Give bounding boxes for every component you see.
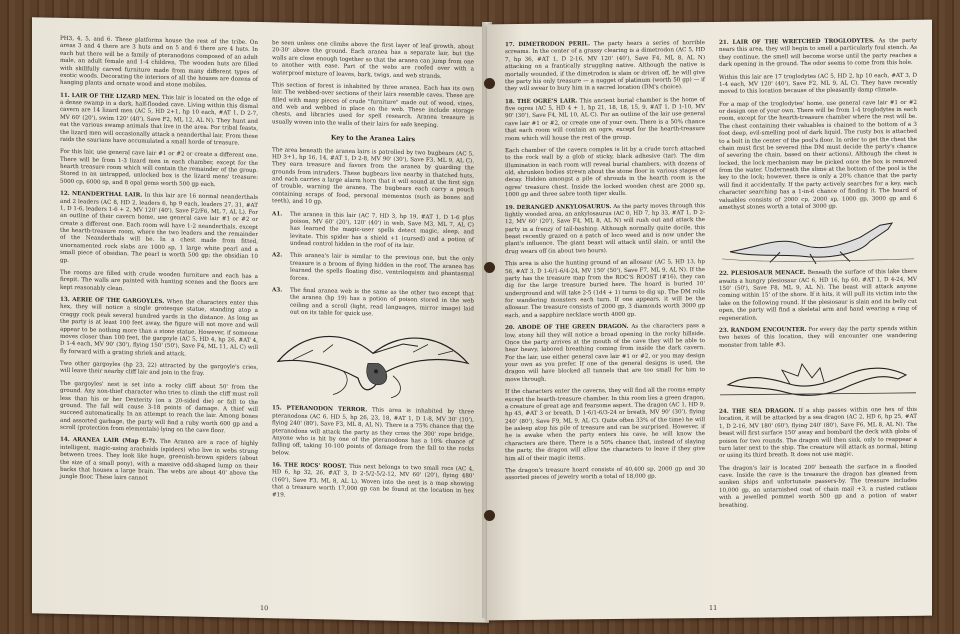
encounter-entry (60, 191, 258, 269)
encounter-entry (719, 407, 917, 461)
left-page-column-2 (272, 40, 474, 508)
aranea-key-entry (272, 287, 474, 321)
entry-text: In this lair are 16 normal neanderthals and 2 leaders (AC 8, HD 2, leaders 6, hp 9 each, leaders 27, 31, #AT 1, D 1-6, leaders 1-6 + 2, MV 120' (40'), Save F2/F6, ML 7, AL L). For an outline of their cavern home, use general cave lair #1 or #2 or create a different one. Each room will have 1-2 neanderthals, except the hearth-treasure room, where the two leaders and the remainder of the Neanderthals will be. In a chest made from fitted, unornamented rock slabs are 1000 sp, 1 large white pearl and a small piece of obsidian. The pearl is worth 500 gp; the obsidian 10 gp. (60, 192, 259, 264)
left-page-column-1 (60, 36, 258, 491)
encounter-entry (60, 381, 258, 437)
encounter-entry (719, 269, 917, 323)
pteranodon-illustration (273, 322, 473, 406)
entry-text: For this lair, use general cave lair #1 or #2 or create a different one. There will be from 1-3 lizard men in each chamber, except for the hearth treasure room which will contain the remainder of the group. Stored in an untrapped, unlocked box is the lizard mens' treasure: 5000 cp, 6000 sp, and 8 opal gems worth 500 gp each. (60, 149, 258, 188)
entry-title: THE OGRE'S LAIR. (517, 98, 578, 105)
entry-text: This lair is located on the edge of a dense swamp in a dark, half-flooded cave. Living within this dismal cavern are 14 lizard men (AC 5, HD 2+1, hp 10 each, #AT 1, D 2-7, MV 60' (20'), swim 120' (40'), Save F2, ML 12, AL N). They hunt and eat the various swamp animals that live in the area. For tribal feasts, the lizard men will occasionally attack a neanderthal lair. From these raids the saurians have accumulated a small horde of treasure. (60, 94, 259, 147)
entry-title: THE SEA DRAGON. (731, 408, 796, 415)
right-page-column-1 (505, 40, 705, 488)
entry-text: The dragon's treasure hoard consists of 40,400 sp, 2000 gp and 30 assorted pieces of jewelry worth a total of 18,000 gp. (505, 465, 705, 482)
key-text: The final aranea web is the same as the other two except that the aranea (hp 19) has a potion of poison stored in the web ceiling and a scroll (light, read languages, mirror image) laid out on its table for quick use. (290, 287, 474, 318)
entry-title: PTERANODON TERROR. (286, 405, 368, 414)
entry-number: 18. (505, 98, 515, 105)
entry-text: This area is also the hunting ground of an allosaur (AC 5, HD 13, hp 56, #AT 3, D 1-6/1-6/4-24, MV 150' (50'), Save F7, ML 9, AL N). If the party has the treasure map from the ROC'S ROOST (#16), they can dig for the large treasure buried here. The hoard is buried 10' underground and will take 2-5 (1d4 + 1) turns to dig up. The DM rolls for wandering monsters each turn. If one appears, it will be the allosaur. The treasure consists of 2000 gp, 3 diamonds worth 3000 gp each, and a sapphire necklace worth 4000 gp. (505, 259, 705, 319)
entry-text: The gargoyles' nest is set into a rocky cliff about 50' from the ground. Any non-thief character who tries to climb the cliff must roll less than his or her Dexterity (on a 20-sided die) or fall to the ground. The fall will cause 3-18 points of damage. A thief will succeed automatically. In an attempt to reach the lair. Among bones and assorted garbage, the party will find a ruby worth 600 gp and a scroll (protection from elementals) lying on the cave floor. (60, 380, 258, 435)
encounter-entry (505, 40, 705, 94)
entry-title: LAIR OF THE WRETCHED TROGLODYTES. (732, 38, 875, 46)
entry-text: This area is inhabited by three pteranodons (AC 6, HD 5, hp 26, 23, 18, #AT 1, D 1-8, MV 30' (10'), flying 240' (80'), Save F3, ML 8, AL N). There is a 75% chance that the pteranodons will attack the party as they cross the 300' rope bridge. Anyone who is hit by one of the pteranodons has a 10% chance of falling off, taking 10-100 points of damage from the fall to the rocks below. (272, 407, 475, 457)
encounter-entry (505, 387, 705, 463)
encounter-entry (719, 326, 917, 350)
encounter-entry (60, 361, 258, 380)
entry-text: As the party nears this area, they will begin to smell a particularly foul stench. As they continue, the smell will become worse until the party reaches a dark opening in the ground. The odor seems to come from this hole. (719, 37, 918, 69)
encounter-entry (719, 72, 917, 96)
encounter-entry (505, 203, 705, 257)
left-page (32, 17, 489, 623)
entry-title: DERANGED ANKYLOSAURUS. (516, 203, 612, 211)
entry-text: Within this lair are 17 troglodytes (AC 5, HD 2, hp 10 each, #AT 3, D 1-4 each, MV 120' (40'), Save F2, ML 9, AL C). They have recently moved to this location because of the pleasantly damp climate. (719, 72, 917, 96)
entry-text: Two other gargoyles (hp 23, 22) attracted by the gargoyle's cries, will leave their nearby cliff lair and join in the fray. (60, 360, 258, 378)
key-text: The aranea in this lair (AC 7, HD 3, hp 19, #AT 1, D 1-6 plus poison, MV 60' (20'), 120' (40') in web, Save M3, ML 7, AL C) has learned the magic-user spells detect magic, sleep, and levitate. This spider has a shield +1 (cursed) and a potion of undead control hidden in the roof of its lair. (290, 211, 474, 250)
entry-text: The rooms are filled with crude wooden furniture and each has a firepit. The walls are painted with hunting scenes and the floors are kept reasonably clean. (60, 269, 258, 292)
encounter-entry (719, 463, 917, 509)
aranea-key-entry (272, 253, 474, 287)
aranea-intro-1: be seen unless one climbs above the first layer of leaf growth, about 20-30' above the ground. Each aranea has a separate lair, but the walls are close enough together so that the aranea can jump from one to another with ease. Part of the webs are roofed over with a waterproof mixture of leaves, bark, twigs, and web strands. (272, 40, 474, 80)
entry-title: DIMETRODON PERIL. (518, 41, 591, 49)
entry-number: 20. (505, 325, 515, 332)
encounter-entry (505, 466, 705, 483)
entry-text: As the party moves through this lightly wooded area, an ankylosaurus (AC 0, HD 7, hp 33, #AT 1, D 2-12, MV 60' (20'), Save F4, ML 8, AL N) will rush out and attack the party in a frenzy of tail-bashing. Although normally quite docile, this beast recently grazed on a patch of loco weed and is now under the plant's influence. The giant beast will attack until slain, or until the drug wears off (in about two hours). (505, 202, 706, 255)
encounter-entry (60, 149, 258, 190)
entry-title: THE ROCS' ROOST. (284, 462, 347, 470)
key-label: A1. (272, 210, 283, 218)
right-page-number: 11 (709, 603, 718, 613)
entry-title: AERIE OF THE GARGOYLES. (72, 297, 165, 305)
right-page (487, 20, 932, 621)
entry-number: 15. (272, 405, 282, 412)
encounter-entry (505, 146, 705, 200)
left-page-number: 10 (260, 603, 269, 613)
encounter-entry (505, 97, 705, 143)
encounter-entry (719, 38, 917, 70)
entry-number: 12. (60, 190, 70, 198)
entry-text: If a ship passes within one hex of this location, it will be attacked by a sea dragon (AC 2, HD 6, hp 25, #AT 1, D 2-16, MV 180' (60'), flying 240' (80'), Save F6, ML 8, AL N). The beast will first surface 150' away and bombard the deck with globs of poison for two rounds. The dragon will then sink, only to reappear a turn later next to the ship. The creature will attack as normal, biting or using its third breath. It does not use magic. (719, 406, 918, 460)
encounter-entry (272, 406, 474, 462)
entry-text: Each chamber of the cavern complex is lit by a crude torch attached to the rock wall by a glob of sticky, black adhesive (tar). The dim illumination in each room will reveal burial chambers, with dozens of old, shrunken bodies strewn about the stone floor in various stages of decay. Hidden amongst a pile of shrouds in the hearth room is the ogres' treasure chest. Inside the locked wooden chest are 2000 sp, 1000 gp and three sabre tooth tiger skulls. (505, 145, 705, 199)
entry-text: If the characters enter the caverns, they will find all the rooms empty except the hearth-treasure chamber. In this room lies a green dragon, a creature of great age and fearsome aspect. The dragon (AC 1, HD 9, hp 45, #AT 3 or breath, D 1-6/1-6/3-24 or breath, MV 90' (30'), flying 240' (80'), Save F9, ML 9, AL C). Quite often 33% of the time) he will be asleep atop his pile of treasure and can be surprised. However, if he is awake when the party enters his cave, he will know the characters are there. There is a 50% chance that, instead of slaying the party, the dragon will allow the characters to leave if they give him all of their magic items. (505, 387, 705, 462)
entry-number: 23. (719, 327, 729, 334)
encounter-entry (60, 297, 258, 360)
entry-title: ABODE OF THE GREEN DRAGON. (517, 323, 629, 332)
entry-text: This ancient burial chamber is the home of five ogres (AC 5, HD 4 + 1, hp 21, 18, 18, 15, 9, #AT 1, D 1-10, MV 90' (30'), Save F4, ML 10, AL C). For an outline of the lair use general cave lair #1 or #2, or create one of your own. There is a 50% chance that each room will contain an ogre, except for the hearth-treasure room which will house the rest of the group. (505, 96, 706, 142)
plesiosaur-illustration (720, 215, 916, 267)
entry-title: NEANDERTHAL LAIR. (72, 191, 143, 199)
key-text: This aranea's lair is similar to the previous one, but the only treasure is a broom of flying hidden in the roof. The aranea has learned the spells floating disc, ventriloquism and phantasmal forces. (290, 253, 474, 282)
entry-title: RANDOM ENCOUNTER. (730, 326, 807, 334)
entry-text: Beneath the surface of this lake there awaits a hungry plesiosaur (AC 6, HD 16, hp 60, #AT 1, D 4-24, MV 150' (50'), Save F8, ML 9, AL N). The beast will attack anyone coming within 15' of the shore. If it hits, it will pull its victim into the lake on the following round. If the plesiosaur is slain and its belly cut open, the party will find a skeletal arm and hand wearing a ring of regeneration. (719, 269, 918, 322)
entry-title: PLESIOSAUR MENACE. (730, 270, 806, 278)
aranea-key-intro: The area beneath the aranea lairs is patrolled by two bugbears (AC 5, HD 3+1, hp 16, 14, #AT 1, D 2-8, MV 90' (30'), Save F3, ML 9, AL C). They earn treasure and favors from the aranea by guarding the grounds from intruders. These bugbears live nearby in thatched huts, and each carries a large alarm horn that it will sound at the first sign of trouble, warning the aranea. The bugbears each carry a pouch containing scraps of food, personal mementos (such as bones and teeth), and 10 gp. (272, 146, 474, 206)
binder-hole-middle (484, 262, 495, 273)
entry-number: 24. (719, 408, 729, 415)
encounter-entry (60, 437, 258, 485)
entry-title: LAIR OF THE LIZARD MEN. (71, 92, 160, 101)
entry-text: As the characters pass a low, stony hill they will notice a broad opening in the rocky hillside. Once the party arrives at the mouth of the cave they will be able to hear heavy, labored breathing coming from inside the dark cavern. For the lair, use either general cave lair #1 or #2, or you may design your own as you prefer. If one of the general designs is used, the dragon will have blocked all tunnels that are too small for him to move through. (505, 323, 705, 383)
encounter-entry (719, 99, 917, 212)
encounter-entry (60, 270, 258, 296)
encounter-entry (505, 323, 705, 384)
encounter-entry (505, 259, 705, 320)
entry-text: The party hears a series of horrible screams. In the center of a grassy clearing is a dimetrodon (AC 5, HD 7, hp 36, #AT 1, D 2-16, MV 120' (40'), Save F4, ML 8, AL N) attacking on a frantically struggling native. Although the native is mortally wounded, if the dimetrodon is slain or driven off, he will give the party his only treasure — a nugget of platinum (worth 50 gp) — if they will swear to bury him in a sacred location (DM's choice). (505, 40, 705, 93)
aranea-key-entry (272, 211, 474, 252)
entry-title: ARANEA LAIR (Map E-7). (72, 437, 157, 446)
binder-hole-top (484, 78, 495, 89)
entry-number: 14. (60, 437, 70, 444)
entry-number: 11. (60, 92, 70, 99)
entry-number: 22. (719, 271, 729, 278)
encounter-entry (60, 92, 258, 148)
key-label: A2. (272, 252, 283, 259)
sea-dragon-illustration (720, 353, 916, 405)
entry-number: 21. (719, 39, 729, 46)
entry-text: PH3, 4, 5, and 6. These platforms house the rest of the tribe. On areas 3 and 4 there are 3 huts and on 5 and 6 there are 4 huts. In each hut there will be a family of pteranodons composed of an adult male, an adult female and 1-4 children. The wooden huts are filled with skillfully carved furniture made from many different types of exotic woods. Decorating the interiors of all the houses are dozens of hanging plants and ornate wood and stone mobiles. (60, 35, 258, 90)
entry-number: 19. (505, 204, 515, 211)
entry-text: The dragon's lair is located 200' beneath the surface in a flooded cave. Inside the cave is the treasure the dragon has gleaned from sunken ships and unfortunate passers-by. The treasure includes 10,000 gp, an untarnished coat of chain mail +3, a rusted cutlass with a jewelled pommel worth 500 gp and a potion of water breathing. (719, 463, 917, 509)
entry-text: For a map of the troglodytes' home, use general cave lair #1 or #2 or design one of your own. There will be from 1-4 troglodytes in each room, except for the hearth-treasure chamber where the rest will be. The chest containing their valuables is chained to the bottom of a 3 foot deep, evil-smelling pool of dark liquid. The rusty box is attached to a bolt in the center of the pool's floor. In order to get the chest the chain must first be severed (the DM must decide the party's chance of severing the chain, based on their actions). Although the chest is locked, the lock mechanism may be picked once the box is removed from the water. Underneath the slime at the bottom of the pool is the key to the lock; however, there is only a 20% chance that the party will find it accidentally. If the party actively searches for a key, each character searching has a 1-in-6 chance of finding it. The hoard of valuables consists of 2000 cp, 2000 sp, 1000 gp, 3000 gp and 6 amethyst stones worth a total of 3000 gp. (719, 99, 917, 211)
aranea-key-title: Key to the Aranea Lairs (330, 133, 416, 144)
entry-number: 13. (60, 296, 70, 304)
entry-text: For every day the party spends within two hexes of this location, they will encounter one wandering monster from table #3. (719, 325, 917, 349)
aranea-intro-2: This section of forest is inhabited by three aranea. Each has its own lair. The webbed-over sections of their lairs resemble caves. These are filled with many pieces of crude "furniture" made out of wood, vines, and web and webbed in place on the web. These include storage chests, and libraries used for spell research. Aranea treasure is usually woven into the walls of their lairs for safe keeping. (272, 82, 474, 129)
right-page-column-2 (719, 38, 917, 515)
entry-number: 16. (272, 462, 282, 469)
entry-text: This next belongs to two small rocs (AC 4, HD 6, hp 32, 26, #AT 3, D 2-5/2-5/2-12, MV 60' (20'), flying 480' (160'), Save F3, ML 8, AL L). Woven into the nest is a map showing that a treasure worth 17,000 gp can be found at the location in hex #19. (272, 463, 474, 499)
entry-text: The Aranea are a race of highly intelligent, magic-using arachnids (spiders) who live in webs strung between trees. They look like huge, greenish-brown spiders (about the size of a small pony), with a massive odd-shaped lump on their backs that houses a large brain. The webs are about 40' above the jungle floor. These lairs cannot (60, 439, 259, 482)
entry-number: 17. (505, 42, 515, 49)
binder-hole-bottom (484, 510, 495, 521)
entry-text: When the characters enter this hex, they will notice a single grotesque statue, standing atop a craggy rock peak several hundred yards in the distance. As long as the party is at least 100 feet away, the figure will not move and will appear to be nothing more than a stone statue. However, if someone moves closer than 100 feet, the gargoyle (AC 5, HD 4, hp 26, #AT 4, D 1-4 each, MV 90' (30'), flying 150' (50'), Save F4, ML 11, AL C) will fly forward with a grating shriek and attack. (60, 299, 259, 358)
encounter-entry (60, 36, 258, 92)
key-label: A3. (272, 287, 283, 294)
encounter-entry (272, 462, 474, 503)
